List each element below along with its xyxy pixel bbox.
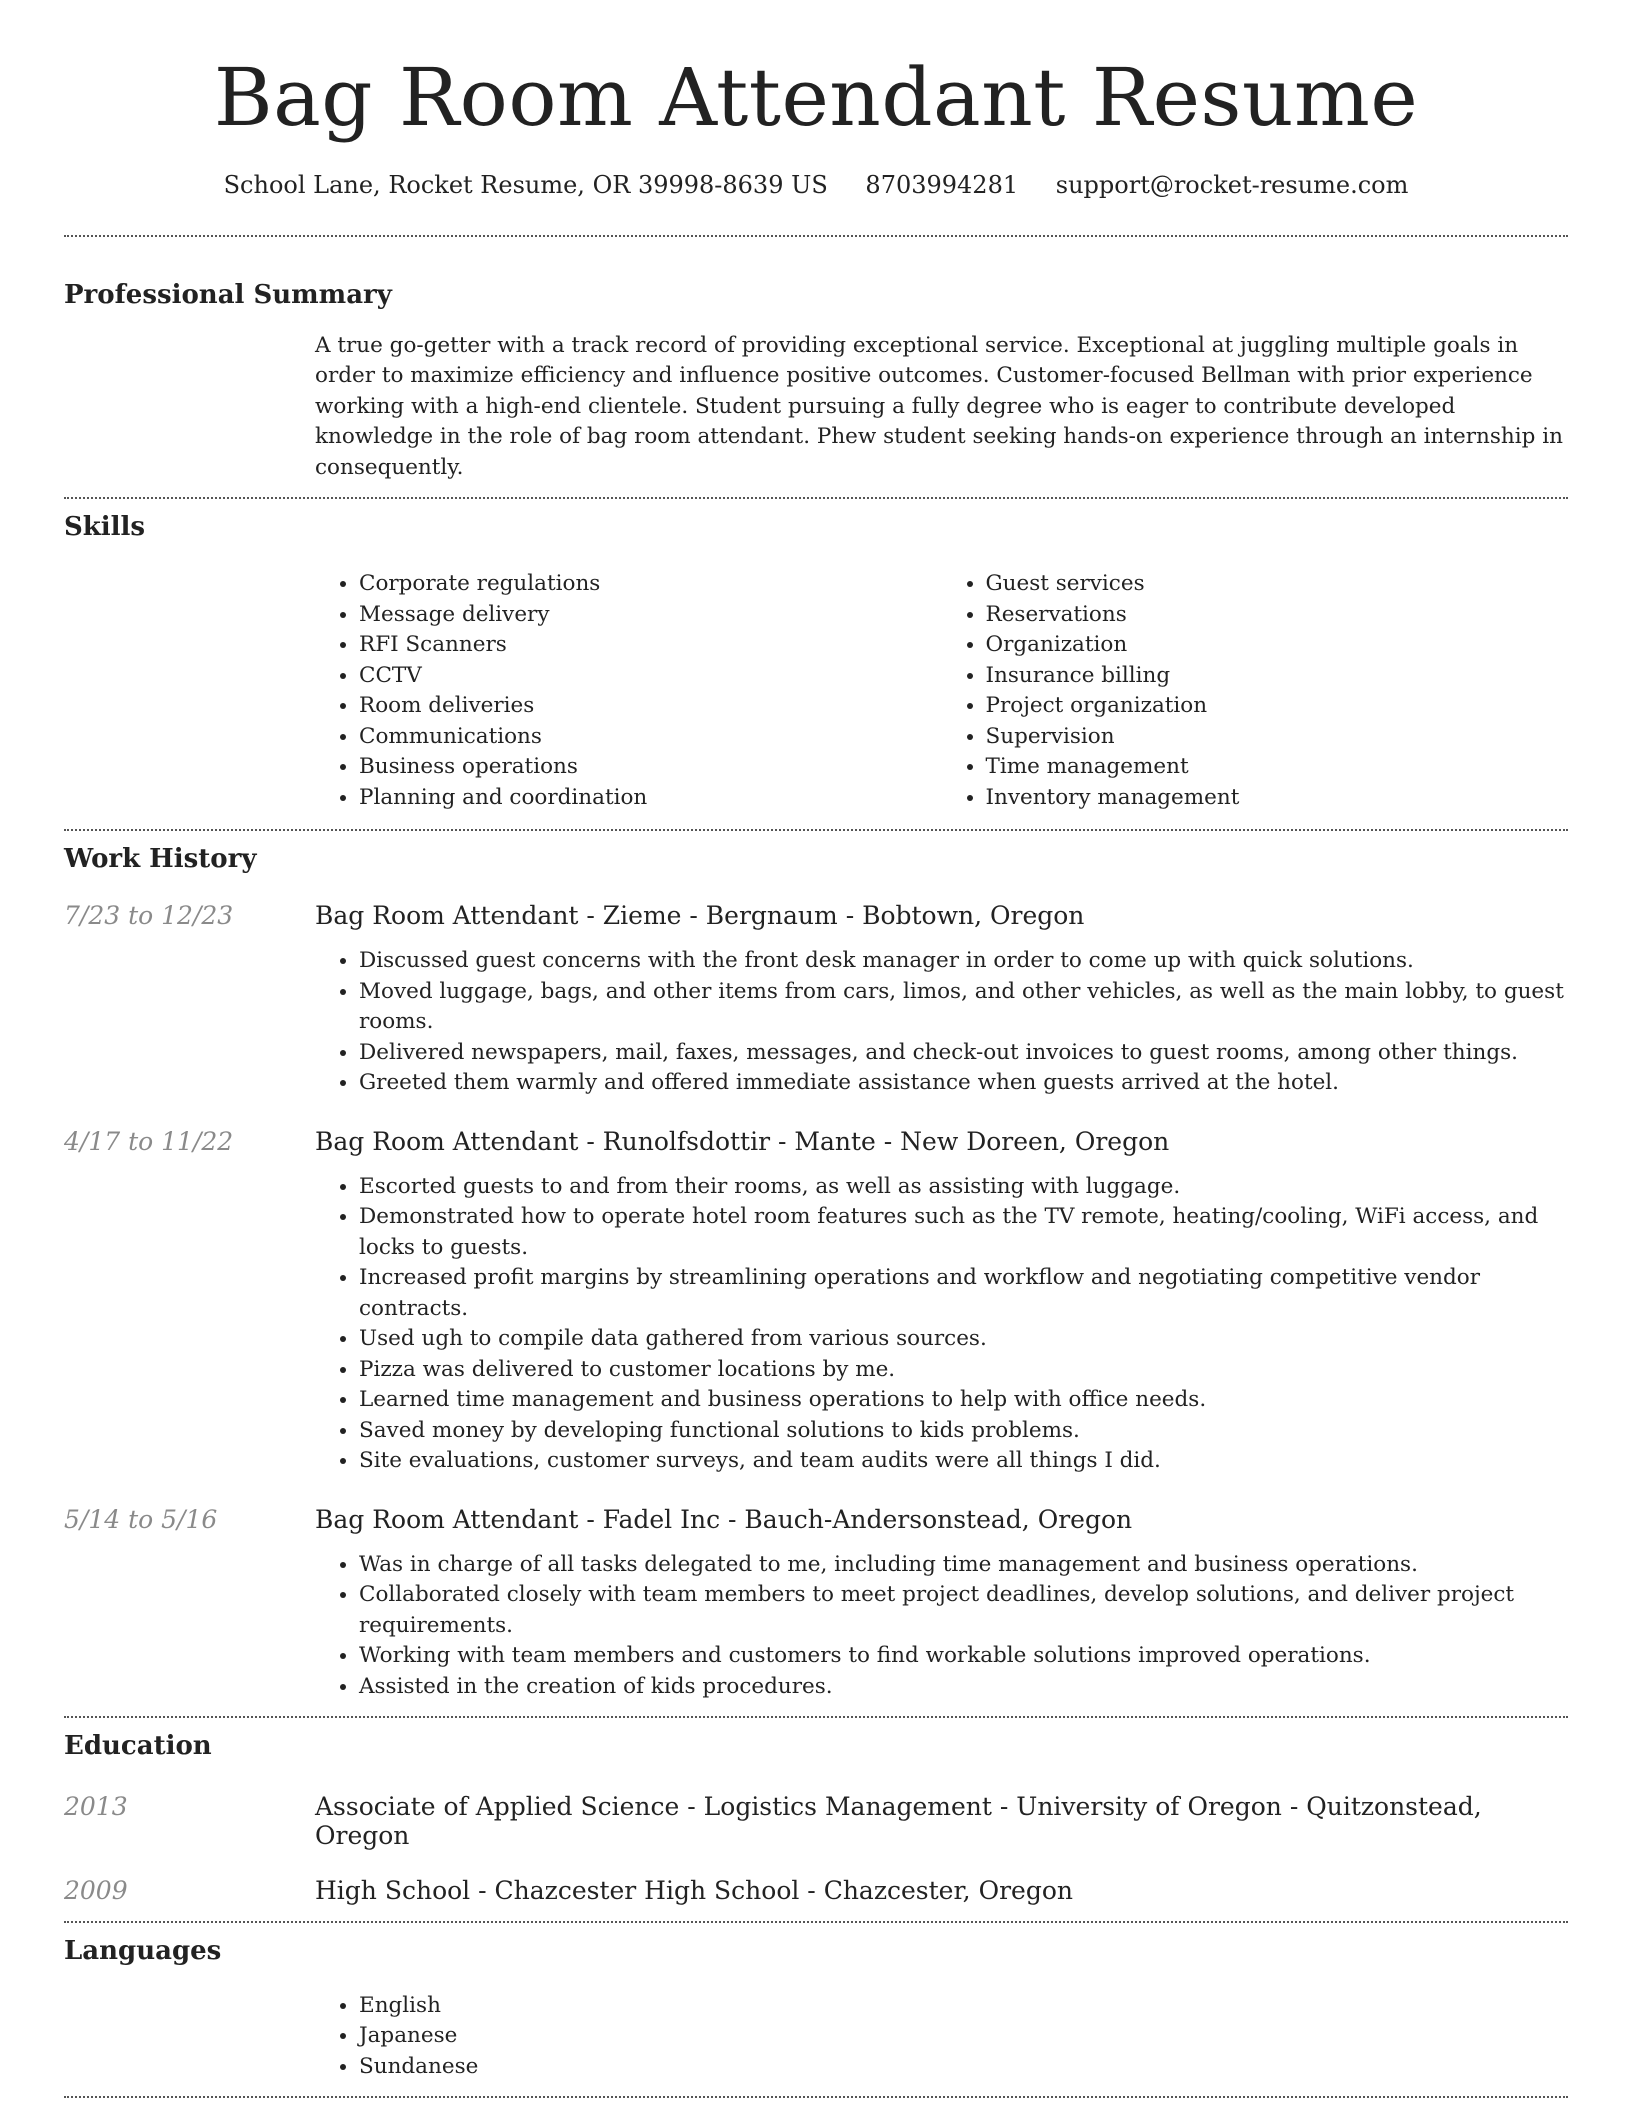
- page-title: Bag Room Attendant Resume: [213, 51, 1419, 144]
- divider: [64, 235, 1568, 237]
- contact-line: [64, 170, 1568, 201]
- skill-item: • Guest services: [986, 569, 1569, 600]
- skill-item: • Corporate regulations: [359, 569, 942, 600]
- job-bullet: • Working with team members and customers to find workable solutions improved operations.: [359, 1641, 1568, 1672]
- skills-heading: Skills: [64, 512, 146, 543]
- language-item: • Japanese: [359, 2021, 1568, 2052]
- education-heading: Education: [64, 1731, 212, 1762]
- job-bullet: • Discussed guest concerns with the front desk manager in order to come up with quick solutions.: [359, 946, 1568, 977]
- job-bullet: • Escorted guests to and from their rooms, as well as assisting with luggage.: [359, 1172, 1568, 1203]
- skill-item: • Reservations: [986, 600, 1569, 631]
- job-bullet: • Moved luggage, bags, and other items from cars, limos, and other vehicles, as well as the main lobby, to guest rooms.: [359, 977, 1568, 1038]
- skills-list-right: [942, 569, 1569, 813]
- job-bullet: • Assisted in the creation of kids procedures.: [359, 1672, 1568, 1703]
- job-bullet: • Increased profit margins by streamlining operations and workflow and negotiating competitive vendor contracts.: [359, 1263, 1568, 1324]
- skill-item: • Message delivery: [359, 600, 942, 631]
- job-bullets: [315, 1172, 1568, 1477]
- skills-list-left: [315, 569, 942, 813]
- job-bullet: • Used ugh to compile data gathered from various sources.: [359, 1324, 1568, 1355]
- job-bullet: • Pizza was delivered to customer locations by me.: [359, 1355, 1568, 1386]
- education-date: 2013: [64, 1791, 128, 1821]
- job-bullet: • Site evaluations, customer surveys, and team audits were all things I did.: [359, 1446, 1568, 1477]
- languages-section: [64, 1923, 1568, 2082]
- education-item: [64, 1876, 1568, 1905]
- job-header: [64, 901, 1568, 930]
- education-title: Associate of Applied Science - Logistics Management - University of Oregon - Quitzonstead, Oregon: [315, 1791, 1482, 1850]
- languages-list: [315, 1991, 1568, 2083]
- skill-item: • Organization: [986, 630, 1569, 661]
- job-bullets: [315, 946, 1568, 1099]
- summary-heading: Professional Summary: [64, 280, 392, 311]
- divider: [64, 2096, 1568, 2098]
- job-header: [64, 1505, 1568, 1534]
- language-item: • English: [359, 1991, 1568, 2022]
- languages-heading: Languages: [64, 1935, 222, 1966]
- skill-item: • Business operations: [359, 752, 942, 783]
- education-section: [64, 1718, 1568, 1905]
- language-item: • Sundanese: [359, 2052, 1568, 2083]
- job-date: 5/14 to 5/16: [64, 1504, 218, 1534]
- job-title: Bag Room Attendant - Zieme - Bergnaum - Bobtown, Oregon: [315, 901, 1085, 931]
- skills-section: [64, 499, 1568, 813]
- job-bullet: • Greeted them warmly and offered immediate assistance when guests arrived at the hotel.: [359, 1068, 1568, 1099]
- education-date: 2009: [64, 1875, 128, 1905]
- skill-item: • Insurance billing: [986, 661, 1569, 692]
- job-bullets: [315, 1550, 1568, 1703]
- skill-item: • Supervision: [986, 722, 1569, 753]
- skill-item: • Planning and coordination: [359, 783, 942, 814]
- work-section: [64, 831, 1568, 1702]
- contact-address: School Lane, Rocket Resume, OR 39998-8639 US: [223, 171, 828, 199]
- skill-item: • Inventory management: [986, 783, 1569, 814]
- job-bullet: • Delivered newspapers, mail, faxes, messages, and check-out invoices to guest rooms, among other things.: [359, 1038, 1568, 1069]
- job-bullet: • Collaborated closely with team members to meet project deadlines, develop solutions, and deliver project requirements.: [359, 1580, 1568, 1641]
- skill-item: • Communications: [359, 722, 942, 753]
- summary-text: A true go-getter with a track record of providing exceptional service. Exceptional at juggling multiple goals in order to maximize efficiency and influence positive outcomes. Customer-focused Bellman with prior experience working with a high-end clientele. Student pursuing a fully degree who is eager to contribute developed knowledge in the role of bag room attendant. Phew student seeking hands-on experience through an internship in consequently.: [315, 332, 1563, 480]
- job-header: [64, 1127, 1568, 1156]
- skill-item: • RFI Scanners: [359, 630, 942, 661]
- education-title: High School - Chazcester High School - Chazcester, Oregon: [315, 1875, 1073, 1905]
- skill-item: • Time management: [986, 752, 1569, 783]
- contact-phone: 8703994281: [865, 171, 1019, 199]
- job-date: 4/17 to 11/22: [64, 1126, 234, 1156]
- work-heading: Work History: [64, 844, 257, 875]
- job-bullet: • Learned time management and business operations to help with office needs.: [359, 1385, 1568, 1416]
- skill-item: • Project organization: [986, 691, 1569, 722]
- job-title: Bag Room Attendant - Runolfsdottir - Mante - New Doreen, Oregon: [315, 1126, 1170, 1156]
- contact-email: support@rocket-resume.com: [1055, 171, 1409, 199]
- skills-grid: [315, 569, 1568, 813]
- job-date: 7/23 to 12/23: [64, 901, 234, 931]
- education-item: [64, 1792, 1568, 1850]
- skill-item: • CCTV: [359, 661, 942, 692]
- skill-item: • Room deliveries: [359, 691, 942, 722]
- job-bullet: • Demonstrated how to operate hotel room features such as the TV remote, heating/cooling, WiFi access, and locks to guests.: [359, 1202, 1568, 1263]
- job-title: Bag Room Attendant - Fadel Inc - Bauch-Andersonstead, Oregon: [315, 1504, 1133, 1534]
- job-bullet: • Saved money by developing functional solutions to kids problems.: [359, 1416, 1568, 1447]
- job-bullet: • Was in charge of all tasks delegated to me, including time management and business operations.: [359, 1550, 1568, 1581]
